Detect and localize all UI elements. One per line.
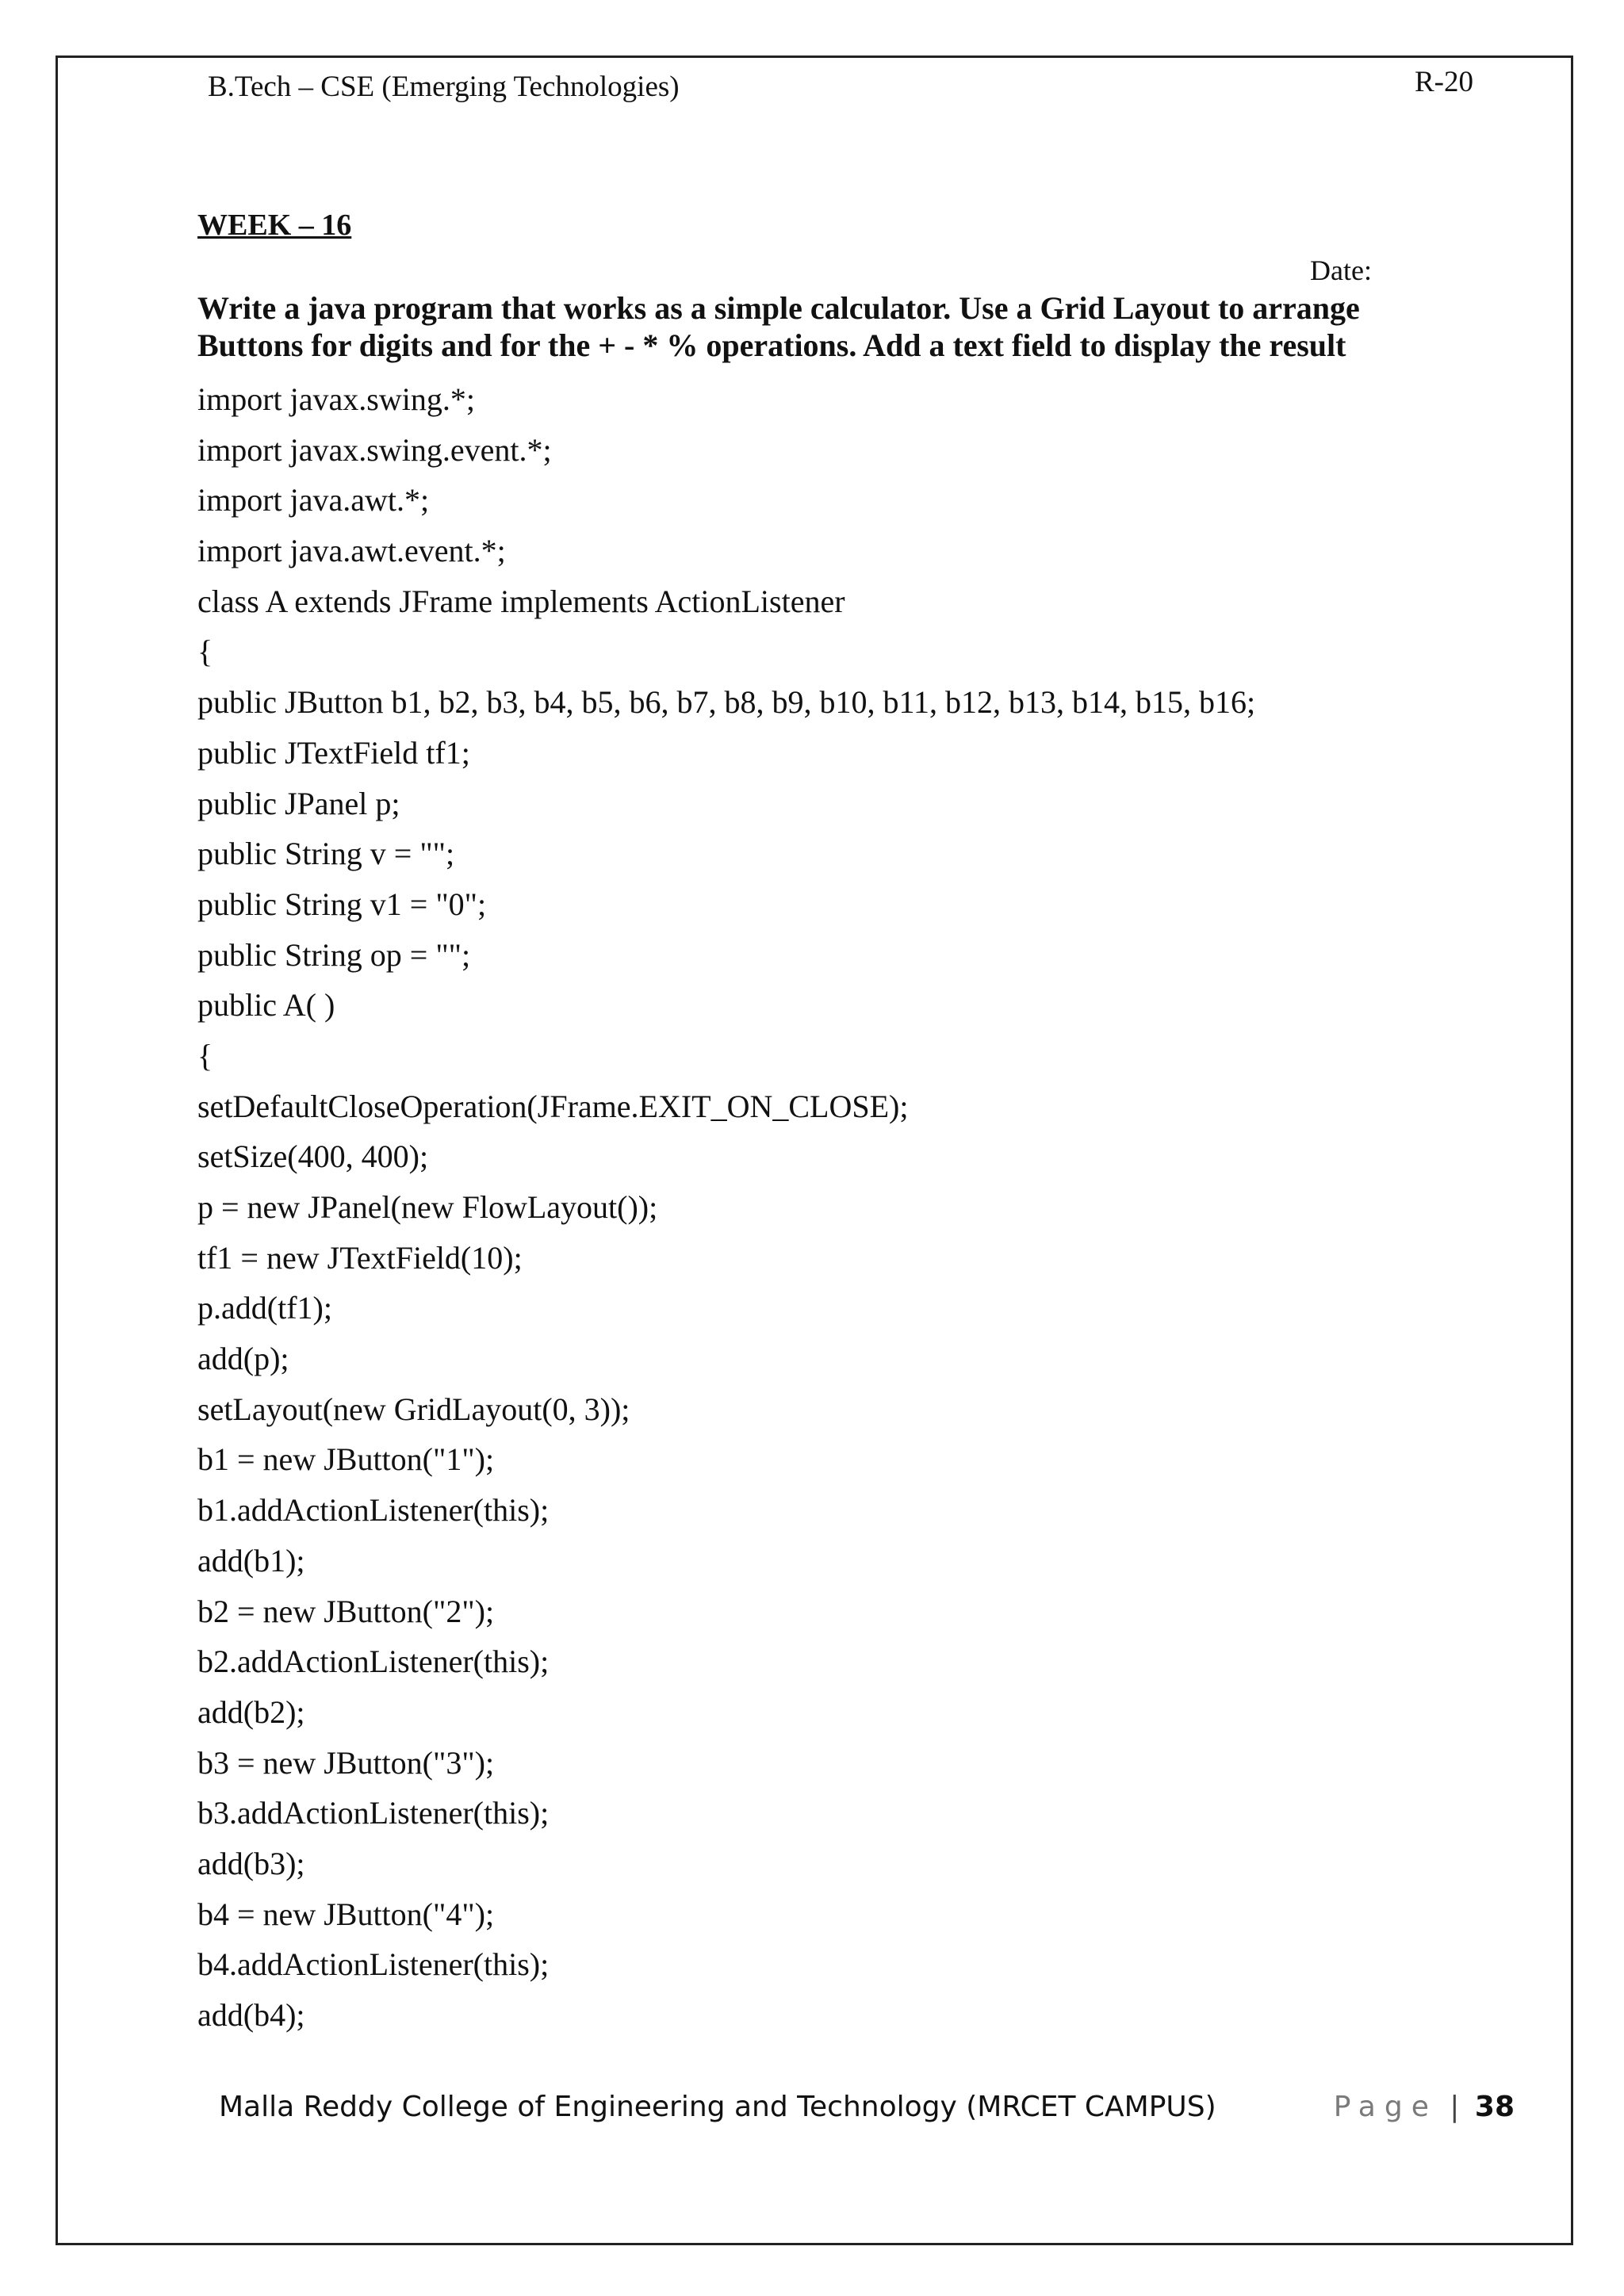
date-label: Date: <box>1310 254 1372 286</box>
code-listing <box>197 374 1434 2041</box>
code-line: public A( ) <box>197 987 335 1024</box>
code-line: public String v1 = "0"; <box>197 886 487 922</box>
code-line: setLayout(new GridLayout(0, 3)); <box>197 1391 630 1427</box>
code-line: add(p); <box>197 1341 289 1377</box>
code-line: setSize(400, 400); <box>197 1138 429 1175</box>
code-line: p.add(tf1); <box>197 1290 332 1326</box>
code-line: tf1 = new JTextField(10); <box>197 1239 523 1276</box>
code-line: b2.addActionListener(this); <box>197 1644 550 1680</box>
code-line: b3.addActionListener(this); <box>197 1795 550 1831</box>
code-line: b3 = new JButton("3"); <box>197 1744 495 1781</box>
code-line: public String v = ""; <box>197 836 455 872</box>
code-line: add(b3); <box>197 1845 305 1881</box>
code-line: import java.awt.*; <box>197 482 430 519</box>
code-line: setDefaultCloseOperation(JFrame.EXIT_ON_CLOSE); <box>197 1088 909 1124</box>
code-line: public JTextField tf1; <box>197 734 470 771</box>
page-separator: | <box>1450 2091 1460 2123</box>
week-title: WEEK – 16 <box>197 209 352 242</box>
code-line: public String op = ""; <box>197 936 471 973</box>
code-line: b1.addActionListener(this); <box>197 1492 550 1529</box>
code-line: b4 = new JButton("4"); <box>197 1896 495 1932</box>
code-line: public JButton b1, b2, b3, b4, b5, b6, b7, b8, b9, b10, b11, b12, b13, b14, b15, b16; <box>197 684 1256 721</box>
code-line: add(b4); <box>197 1997 305 2033</box>
code-line: import java.awt.event.*; <box>197 533 506 569</box>
code-line: p = new JPanel(new FlowLayout()); <box>197 1189 658 1225</box>
question-line: Buttons for digits and for the + - * % operations. Add a text field to display the result <box>197 327 1346 363</box>
code-line: import javax.swing.*; <box>197 381 475 417</box>
code-line: public JPanel p; <box>197 785 400 821</box>
header-regulation: R-20 <box>1415 66 1473 98</box>
code-line: b1 = new JButton("1"); <box>197 1441 495 1478</box>
page-number: 38 <box>1474 2091 1515 2123</box>
code-line: class A extends JFrame implements ActionListener <box>197 583 845 619</box>
footer-page-info <box>1334 2089 1515 2126</box>
question-line: Write a java program that works as a simple calculator. Use a Grid Layout to arrange <box>197 290 1360 326</box>
code-line: b4.addActionListener(this); <box>197 1946 550 1983</box>
code-line: { <box>197 1037 213 1073</box>
page-word: Page <box>1333 2091 1438 2123</box>
code-line: import javax.swing.event.*; <box>197 431 552 468</box>
footer-college: Malla Reddy College of Engineering and Technology (MRCET CAMPUS) <box>219 2091 1216 2123</box>
code-line: add(b1); <box>197 1542 305 1578</box>
code-line: b2 = new JButton("2"); <box>197 1593 495 1629</box>
question-statement <box>197 289 1434 364</box>
header-course: B.Tech – CSE (Emerging Technologies) <box>208 71 680 103</box>
code-line: add(b2); <box>197 1693 305 1730</box>
code-line: { <box>197 633 213 670</box>
